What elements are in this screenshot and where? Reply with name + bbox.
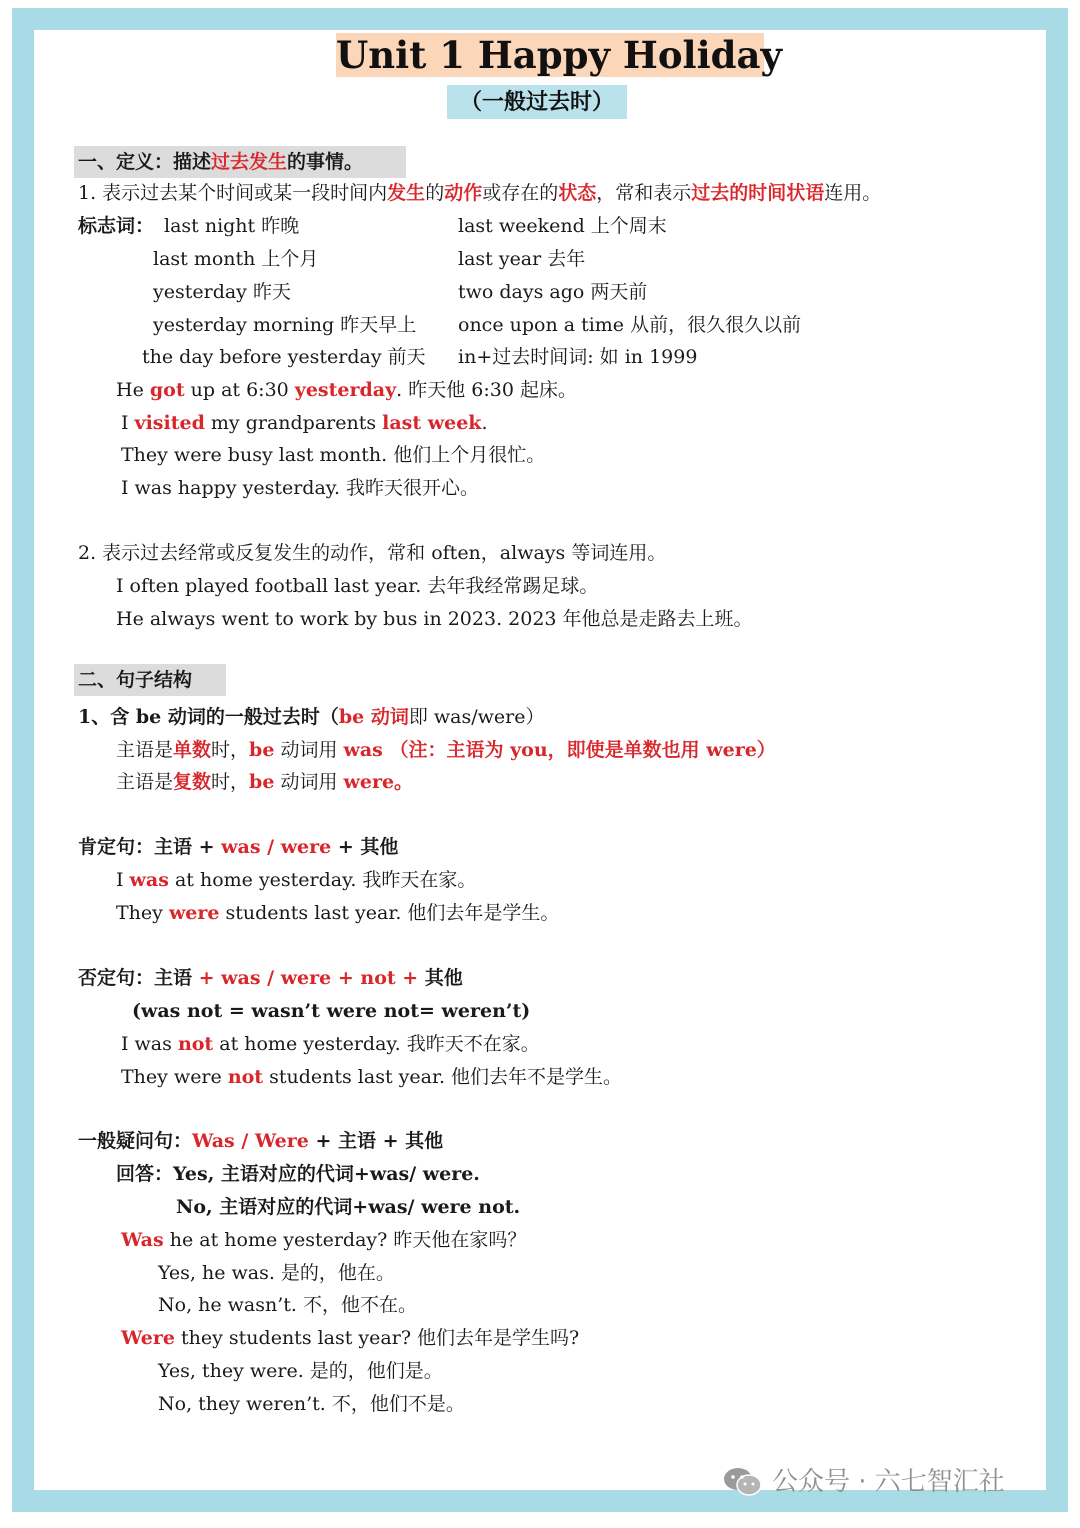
negative-contraction-note: (was not = wasn’t were not= weren’t) bbox=[132, 1000, 531, 1022]
example-sentence-2: I visited my grandparents last week. bbox=[121, 412, 488, 434]
question-formula: 一般疑问句：Was / Were + 主语 + 其他 bbox=[78, 1130, 444, 1152]
question-example-1: Was he at home yesterday? 昨天他在家吗？ bbox=[121, 1229, 527, 1251]
watermark-text: 公众号 · 六七智汇社 bbox=[772, 1467, 1005, 1497]
marker-words-label: 标志词： bbox=[78, 215, 155, 237]
affirmative-example-2: They were students last year. 他们去年是学生。 bbox=[116, 902, 560, 924]
question-example-2-no: No, they weren’t. 不，他们不是。 bbox=[158, 1393, 465, 1415]
example-sentence-1: He got up at 6:30 yesterday. 昨天他 6:30 起床。 bbox=[116, 379, 577, 401]
marker-left-5: the day before yesterday 前天 bbox=[142, 346, 426, 368]
example-sentence-3: They were busy last month. 他们上个月很忙。 bbox=[121, 444, 546, 466]
question-example-2-yes: Yes, they were. 是的，他们是。 bbox=[158, 1360, 443, 1382]
example-sentence-5: I often played football last year. 去年我经常踢足球。 bbox=[116, 575, 599, 597]
marker-left-4: yesterday morning 昨天早上 bbox=[153, 314, 417, 336]
page-subtitle: （一般过去时） bbox=[447, 85, 627, 119]
rule-singular: 主语是单数时，be 动词用 was （注：主语为 you，即使是单数也用 were） bbox=[116, 739, 776, 761]
marker-left-2: last month 上个月 bbox=[153, 248, 319, 270]
definition-point-1: 1. 表示过去某个时间或某一段时间内发生的动作或存在的状态，常和表示过去的时间状语连用。 bbox=[78, 182, 882, 204]
negative-formula: 否定句：主语 + was / were + not + 其他 bbox=[78, 967, 463, 989]
answer-yes-pattern: 回答：Yes, 主语对应的代词+was/ were. bbox=[116, 1163, 480, 1185]
question-example-1-no: No, he wasn’t. 不，他不在。 bbox=[158, 1294, 417, 1316]
answer-no-pattern: No, 主语对应的代词+was/ were not. bbox=[176, 1196, 521, 1218]
marker-right-2: last year 去年 bbox=[458, 248, 586, 270]
marker-left-3: yesterday 昨天 bbox=[153, 281, 291, 303]
marker-right-3: two days ago 两天前 bbox=[458, 281, 648, 303]
affirmative-example-1: I was at home yesterday. 我昨天在家。 bbox=[116, 869, 477, 891]
example-sentence-6: He always went to work by bus in 2023. 2023 年他总是走路去上班。 bbox=[116, 608, 753, 630]
marker-right-1: last weekend 上个周末 bbox=[458, 215, 667, 237]
section-heading-structure: 二、句子结构 bbox=[74, 664, 226, 696]
marker-right-5: in+过去时间词: 如 in 1999 bbox=[458, 346, 698, 368]
example-sentence-4: I was happy yesterday. 我昨天很开心。 bbox=[121, 477, 480, 499]
question-example-2: Were they students last year? 他们去年是学生吗? bbox=[121, 1327, 580, 1349]
negative-example-2: They were not students last year. 他们去年不是学生。 bbox=[121, 1066, 623, 1088]
affirmative-formula: 肯定句：主语 + was / were + 其他 bbox=[78, 836, 399, 858]
marker-left-1: last night 昨晚 bbox=[164, 215, 300, 237]
wechat-icon bbox=[722, 1465, 764, 1499]
rule-plural: 主语是复数时，be 动词用 were。 bbox=[116, 771, 414, 793]
negative-example-1: I was not at home yesterday. 我昨天不在家。 bbox=[121, 1033, 540, 1055]
marker-right-4: once upon a time 从前，很久很久以前 bbox=[458, 314, 802, 336]
definition-point-2: 2. 表示过去经常或反复发生的动作，常和 often，always 等词连用。 bbox=[78, 542, 667, 564]
be-verb-subheading: 1、含 be 动词的一般过去时（be 动词即 was/were） bbox=[78, 706, 545, 728]
question-example-1-yes: Yes, he was. 是的，他在。 bbox=[158, 1262, 395, 1284]
watermark bbox=[722, 1462, 1005, 1502]
section-heading-definition: 一、定义：描述过去发生的事情。 bbox=[74, 146, 406, 178]
page-title: Unit 1 Happy Holiday bbox=[336, 33, 782, 77]
